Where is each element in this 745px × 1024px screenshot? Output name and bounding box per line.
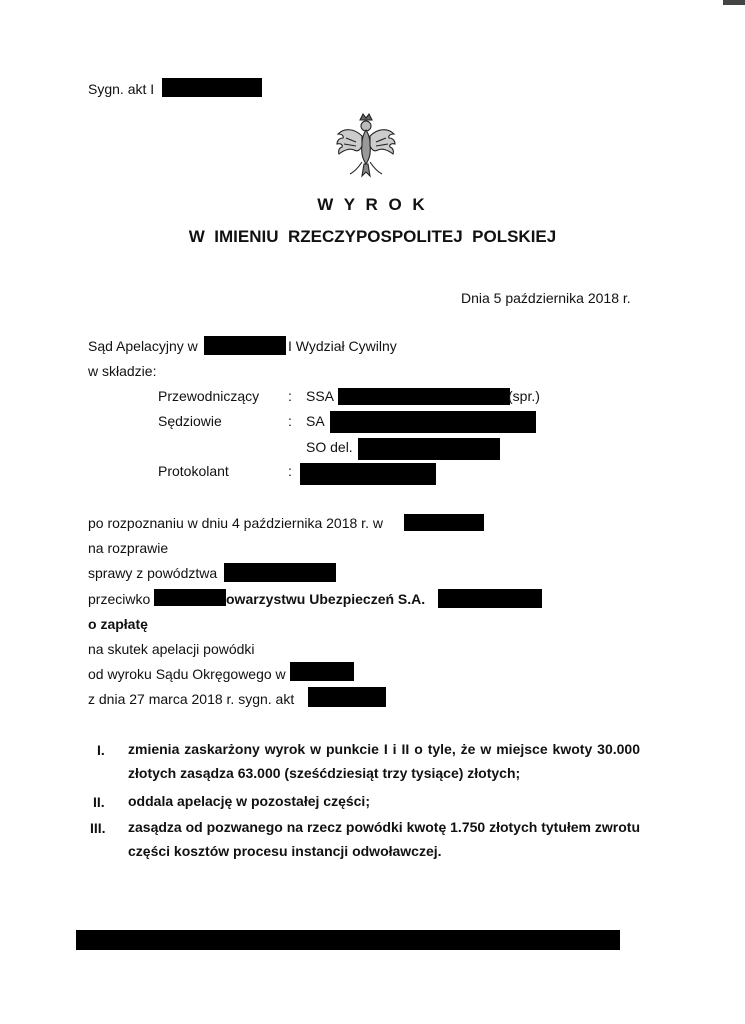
defendant-prefix: przeciwko xyxy=(88,591,151,607)
composition-label: w składzie: xyxy=(88,363,157,379)
judgment-date: Dnia 5 października 2018 r. xyxy=(461,290,631,306)
ruling-text: zasądza od pozwanego na rzecz powódki kwotę 1.750 złotych tytułem zwrotu części kosztów procesu instancji odwoławczej. xyxy=(128,819,640,859)
redaction-box xyxy=(290,662,354,681)
panel-colon: : xyxy=(288,413,292,429)
panel-role-chair: Przewodniczący xyxy=(158,388,260,404)
panel-role-judges: Sędziowie xyxy=(158,413,222,429)
panel-colon: : xyxy=(288,463,292,479)
redaction-box xyxy=(358,438,500,460)
case-subject: o zapłatę xyxy=(88,616,148,632)
case-signature-label: Sygn. akt I xyxy=(88,81,155,97)
redaction-box xyxy=(224,563,336,582)
ruling-number: III. xyxy=(90,820,106,836)
court-name-prefix: Sąd Apelacyjny w xyxy=(88,338,198,354)
redaction-box xyxy=(330,411,536,433)
lower-court-line: od wyroku Sądu Okręgowego w xyxy=(88,666,286,682)
panel-colon: : xyxy=(288,388,292,404)
redaction-box xyxy=(338,388,510,405)
panel-role-clerk: Protokolant xyxy=(158,463,229,479)
document-title: W Y R O K xyxy=(317,195,428,214)
redaction-box xyxy=(300,463,436,485)
court-division: I Wydział Cywilny xyxy=(288,338,397,354)
appeal-line: na skutek apelacji powódki xyxy=(88,641,255,657)
panel-rapporteur-mark: (spr.) xyxy=(508,388,540,404)
scan-edge-mark xyxy=(723,0,745,5)
redaction-box xyxy=(308,687,386,707)
ruling-text: oddala apelację w pozostałej części; xyxy=(128,793,370,809)
redaction-box xyxy=(154,589,226,606)
defendant-name: owarzystwu Ubezpieczeń S.A. xyxy=(226,591,426,607)
hearing-type: na rozprawie xyxy=(88,540,169,556)
plaintiff-line: sprawy z powództwa xyxy=(88,565,218,581)
redaction-box xyxy=(204,336,286,355)
signature-redaction-bar xyxy=(76,930,620,950)
ruling-number: I. xyxy=(97,742,105,758)
redaction-box xyxy=(162,78,262,97)
ruling-number: II. xyxy=(93,794,105,810)
document-subtitle: W IMIENIU RZECZYPOSPOLITEJ POLSKIEJ xyxy=(188,227,557,246)
panel-title-chair: SSA xyxy=(306,388,335,404)
redaction-box xyxy=(438,589,542,608)
lower-judgment-line: z dnia 27 marca 2018 r. sygn. akt xyxy=(88,691,295,707)
ruling-text: zmienia zaskarżony wyrok w punkcie I i II o tyle, że w miejsce kwoty 30.000 złotych zasądza 63.000 (sześćdziesiąt trzy tysiące) złotych; xyxy=(128,741,640,781)
panel-title-delegated-judge: SO del. xyxy=(306,439,353,455)
redaction-box xyxy=(404,514,484,531)
polish-eagle-emblem-icon xyxy=(334,110,398,180)
panel-title-judge: SA xyxy=(306,413,325,429)
hearing-line: po rozpoznaniu w dniu 4 października 2018 r. w xyxy=(88,515,383,531)
